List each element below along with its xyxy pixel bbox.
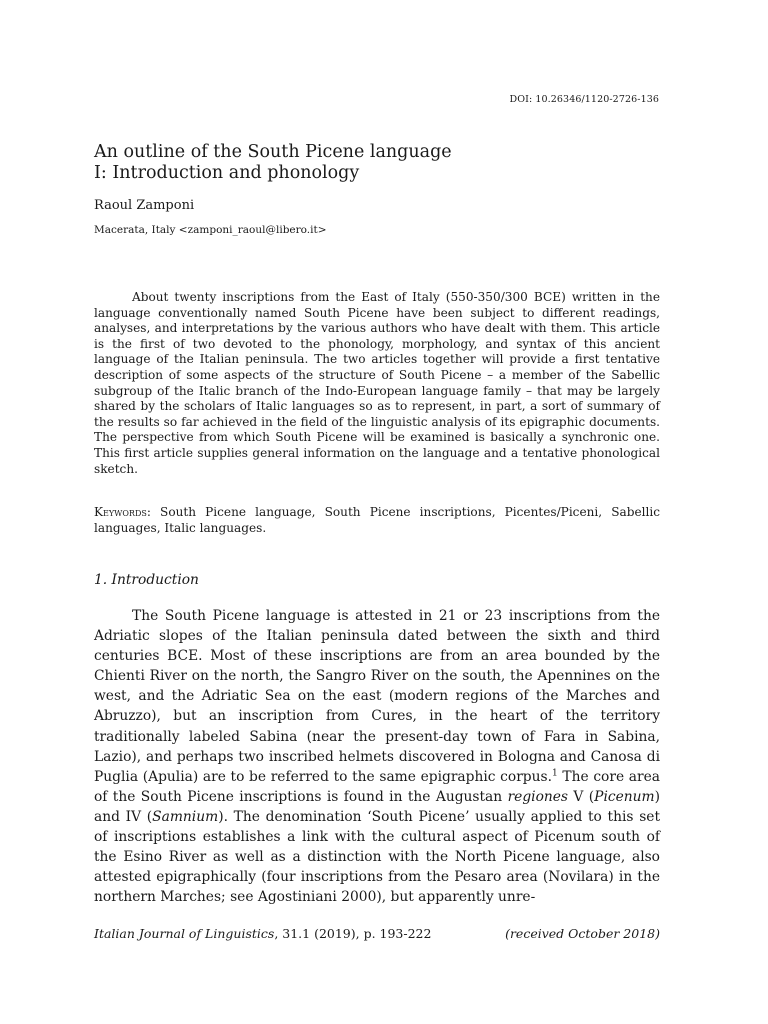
title-line-2: I: Introduction and phonology [94,163,360,183]
keywords [94,505,660,536]
author-name: Raoul Zamponi [94,198,195,213]
introduction-paragraph [94,606,660,907]
doi-label: DOI: 10.26346/1120-2726-136 [509,94,659,105]
received-date: (received October 2018) [505,926,660,941]
title-line-1: An outline of the South Picene language [94,142,452,162]
para-part-4: ) and IV ( [94,788,660,825]
section-heading: 1. Introduction [94,572,199,588]
article-title [94,142,654,184]
para-part-1: The South Picene language is attested in 21 or 23 inscriptions from the Adriatic slopes of the Italian peninsula dated between the sixth and third centuries BCE. Most of these inscriptions are from an area bounded by the Chienti River on the north, the Sangro River on the south, the Apennines on the west, and the Adriatic Sea on the east (modern regions of the Marches and Abruzzo), but an inscription from Cures, in the heart of the territory traditionally labeled Sabina (near the present-day town of Fara in Sabina, Lazio), and perhaps two inscribed helmets discovered in Bologna and Canosa di Puglia (Apulia) are to be referred to the same epigraphic corpus. [94,608,660,785]
keywords-text: South Picene language, South Picene inscriptions, Picentes/Piceni, Sabellic languages, Italic languages. [94,505,660,535]
keywords-label: Keywords: [94,505,151,519]
journal-name: Italian Journal of Linguistics [94,926,275,941]
footnote-marker[interactable]: 1 [552,768,558,779]
para-part-3: V ( [568,788,595,805]
term-regiones: regiones [507,788,569,805]
author-affiliation: Macerata, Italy <zamponi_raoul@libero.it> [94,224,327,236]
para-part-5: ). The denomination ‘South Picene’ usually applied to this set of inscriptions establishes a link with the cultural aspect of Picenum south of the Esino River as well as a distinction with the North Picene language, also attested epigraphically (four inscriptions from the Pesaro area (Novilara) in the northern Marches; see Agostiniani 2000), but apparently unre- [94,808,660,906]
para-part-2: The core area of the South Picene inscriptions is found in the Augustan [94,768,660,805]
abstract: About twenty inscriptions from the East of Italy (550-350/300 BCE) written in the language conventionally named South Picene have been subject to different readings, analyses, and interpretations by the various authors who have dealt with them. This article is the first of two devoted to the phonology, morphology, and syntax of this ancient language of the Italian peninsula. The two articles together will provide a first tentative description of some aspects of the structure of South Picene – a member of the Sabellic subgroup of the Italic branch of the Indo-European language family – that may be largely shared by the scholars of Italic languages so as to represent, in part, a sort of summary of the results so far achieved in the field of the linguistic analysis of its epigraphic documents. The perspective from which South Picene will be examined is basically a synchronic one. This first article supplies general information on the language and a tentative phonological sketch. [94,290,660,476]
term-samnium: Samnium [152,808,219,825]
term-picenum: Picenum [594,788,655,805]
page-footer [94,926,660,941]
citation-details: , 31.1 (2019), p. 193-222 [274,926,432,941]
journal-citation [94,926,431,941]
